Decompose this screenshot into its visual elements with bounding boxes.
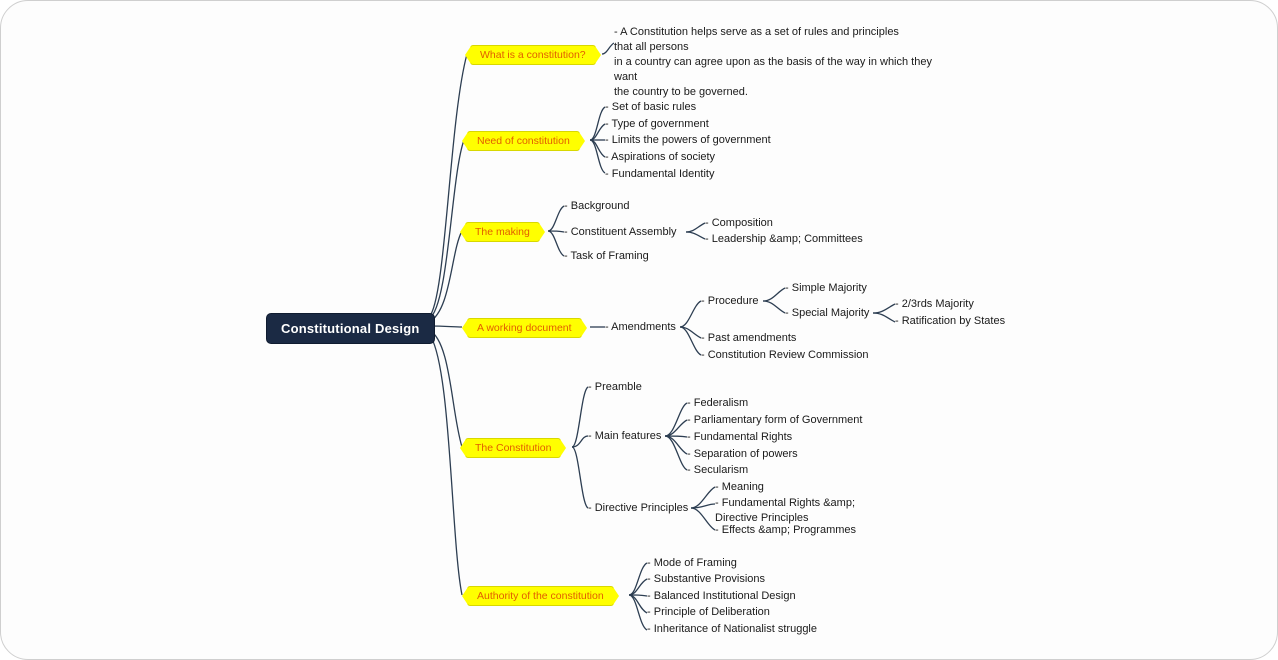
dash: - <box>564 250 571 262</box>
dash: - <box>564 200 571 212</box>
branch-authority-of-the-constitution[interactable]: Authority of the constitution <box>467 586 614 606</box>
dash: - <box>605 118 612 130</box>
leaf-label: Constituent Assembly <box>570 226 677 238</box>
fr-dp-line-1: - Fundamental Rights &amp; <box>715 497 856 509</box>
leaf-constitution-definition <box>614 25 934 100</box>
dash: - <box>687 464 694 476</box>
branch-what-is-a-constitution[interactable]: What is a constitution? <box>470 45 596 65</box>
dash: - <box>647 606 654 618</box>
branch-a-working-document[interactable]: A working document <box>467 318 582 338</box>
leaf-set-of-basic-rules <box>605 100 696 114</box>
branch-the-making[interactable]: The making <box>465 222 540 242</box>
leaf-secularism <box>687 463 748 477</box>
leaf-label: Secularism <box>693 464 749 476</box>
leaf-balanced-institutional-design <box>647 589 796 603</box>
dash: - <box>785 282 792 294</box>
leaf-task-of-framing <box>564 249 649 263</box>
leaf-fundamental-identity <box>605 167 714 181</box>
leaf-label: Procedure <box>707 295 759 307</box>
leaf-fundamental-rights-and-directive-principles <box>715 496 875 526</box>
leaf-label: 2/3rds Majority <box>901 298 974 310</box>
leaf-main-features <box>588 429 661 443</box>
dash: - <box>605 134 612 146</box>
leaf-label: Constitution Review Commission <box>707 349 869 361</box>
dash: - <box>564 226 571 238</box>
leaf-preamble <box>588 380 642 394</box>
leaf-meaning <box>715 480 764 494</box>
dash: - <box>687 414 694 426</box>
leaf-amendments <box>605 320 676 334</box>
leaf-label: Ratification by States <box>901 315 1006 327</box>
leaf-label: Type of government <box>611 118 709 130</box>
leaf-label: Mode of Framing <box>653 557 737 569</box>
leaf-effects-and-programmes <box>715 523 856 537</box>
dash: - <box>715 524 722 536</box>
definition-line-1: - A Constitution helps serve as a set of rules and principles <box>614 26 899 38</box>
definition-line-4: the country to be governed. <box>614 86 748 98</box>
dash: - <box>605 168 612 180</box>
leaf-background <box>564 199 629 213</box>
dash: - <box>647 557 654 569</box>
leaf-label: Inheritance of Nationalist struggle <box>653 623 817 635</box>
dash: - <box>605 321 612 333</box>
leaf-label: Substantive Provisions <box>653 573 766 585</box>
leaf-label: Set of basic rules <box>611 101 697 113</box>
dash: - <box>705 233 712 245</box>
dash: - <box>895 315 902 327</box>
leaf-simple-majority <box>785 281 867 295</box>
leaf-type-of-government <box>605 117 709 131</box>
dash: - <box>647 590 654 602</box>
dash: - <box>588 381 595 393</box>
dash: - <box>705 217 712 229</box>
leaf-label: Simple Majority <box>791 282 867 294</box>
leaf-parliamentary-form-of-government <box>687 413 862 427</box>
leaf-label: Parliamentary form of Government <box>693 414 863 426</box>
leaf-composition <box>705 216 773 230</box>
leaf-two-thirds-majority <box>895 297 974 311</box>
leaf-label: Special Majority <box>791 307 870 319</box>
dash: - <box>701 295 708 307</box>
dash: - <box>687 397 694 409</box>
leaf-label: Separation of powers <box>693 448 798 460</box>
leaf-fundamental-rights <box>687 430 792 444</box>
leaf-label: Task of Framing <box>570 250 649 262</box>
dash: - <box>687 431 694 443</box>
leaf-procedure <box>701 294 759 308</box>
dash: - <box>687 448 694 460</box>
leaf-directive-principles <box>588 501 688 515</box>
dash: - <box>701 349 708 361</box>
leaf-label: Limits the powers of government <box>611 134 771 146</box>
leaf-principle-of-deliberation <box>647 605 770 619</box>
leaf-label: Background <box>570 200 630 212</box>
leaf-constitution-review-commission <box>701 348 869 362</box>
dash: - <box>647 623 654 635</box>
dash: - <box>605 101 612 113</box>
leaf-past-amendments <box>701 331 796 345</box>
leaf-label: Fundamental Identity <box>611 168 715 180</box>
leaf-label: Leadership &amp; Committees <box>711 233 863 245</box>
leaf-label: Aspirations of society <box>611 151 716 163</box>
leaf-label: Fundamental Rights <box>693 431 793 443</box>
leaf-label: Balanced Institutional Design <box>653 590 796 602</box>
dash: - <box>647 573 654 585</box>
definition-line-2: that all persons <box>614 41 689 53</box>
dash: - <box>701 332 708 344</box>
leaf-constituent-assembly <box>564 225 677 239</box>
dash: - <box>588 430 595 442</box>
dash: - <box>605 151 612 163</box>
leaf-ratification-by-states <box>895 314 1005 328</box>
leaf-leadership-and-committees <box>705 232 863 246</box>
leaf-label: Composition <box>711 217 773 229</box>
branch-need-of-constitution[interactable]: Need of constitution <box>467 131 580 151</box>
leaf-inheritance-of-nationalist-struggle <box>647 622 817 636</box>
leaf-label: Amendments <box>611 321 676 333</box>
leaf-federalism <box>687 396 748 410</box>
leaf-substantive-provisions <box>647 572 765 586</box>
leaf-special-majority <box>785 306 869 320</box>
definition-line-3: in a country can agree upon as the basis of the way in which they want <box>614 56 932 83</box>
leaf-limits-the-powers-of-government <box>605 133 771 147</box>
leaf-separation-of-powers <box>687 447 798 461</box>
leaf-label: Principle of Deliberation <box>653 606 770 618</box>
leaf-label: Effects &amp; Programmes <box>721 524 857 536</box>
leaf-label: Federalism <box>693 397 749 409</box>
dash: - <box>588 502 595 514</box>
dash: - <box>715 481 722 493</box>
leaf-label: Main features <box>594 430 662 442</box>
dash: - <box>785 307 792 319</box>
leaf-label: Preamble <box>594 381 642 393</box>
fr-dp-line-2: Directive Principles <box>715 512 809 524</box>
root-node[interactable]: Constitutional Design <box>266 313 435 344</box>
dash: - <box>895 298 902 310</box>
leaf-mode-of-framing <box>647 556 737 570</box>
leaf-label: Past amendments <box>707 332 797 344</box>
leaf-aspirations-of-society <box>605 150 715 164</box>
branch-the-constitution[interactable]: The Constitution <box>465 438 561 458</box>
leaf-label: Directive Principles <box>594 502 689 514</box>
leaf-label: Meaning <box>721 481 764 493</box>
